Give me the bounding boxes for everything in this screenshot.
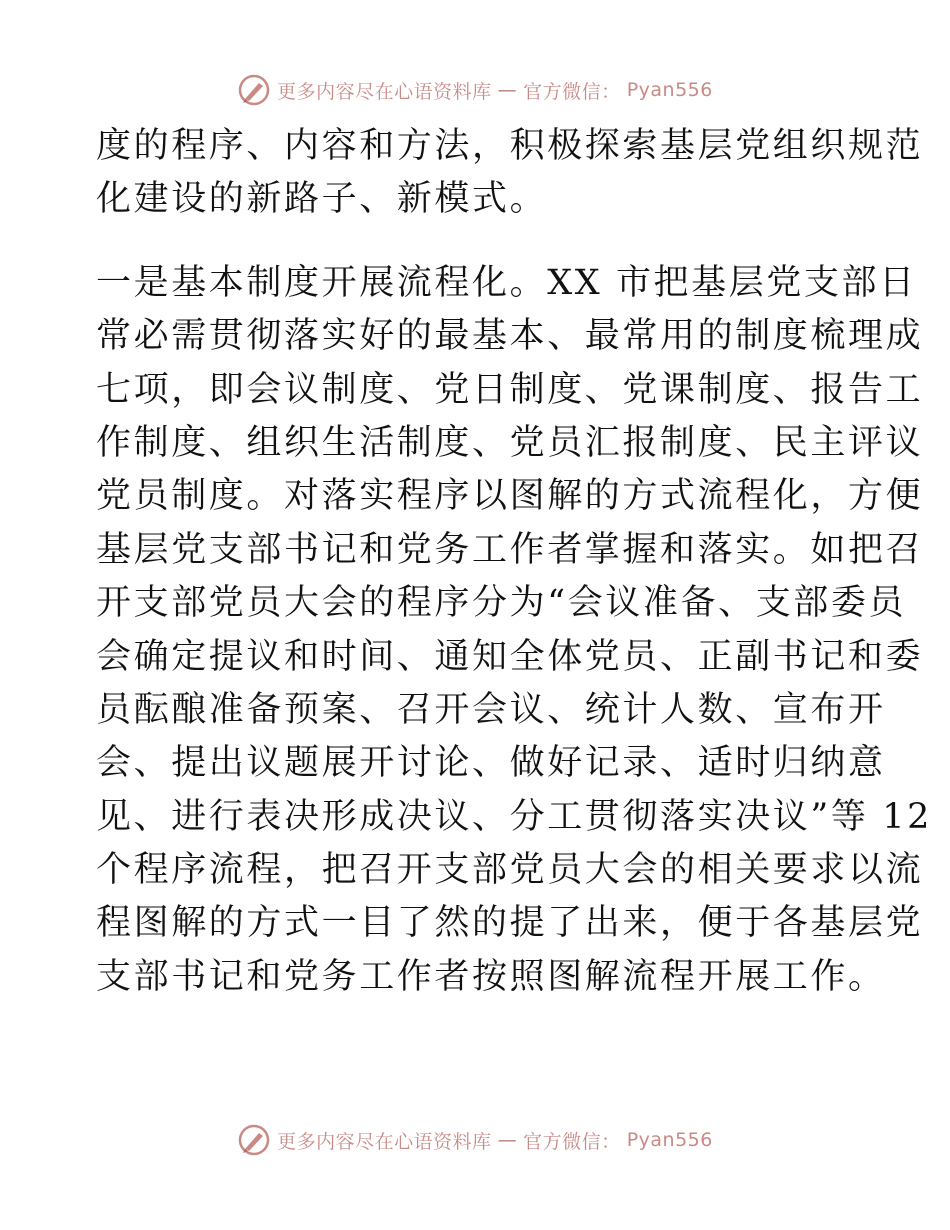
- text-line: 见、进行表决形成决议、分工贯彻落实决议”等 12: [96, 796, 932, 837]
- text-line: 程图解的方式一目了然的提了出来，便于各基层党: [96, 903, 924, 944]
- document-body: [96, 120, 932, 1004]
- text-line: 化建设的新路子、新模式。: [96, 179, 548, 220]
- watermark-brand-text: 更多内容尽在心语资料库: [277, 80, 492, 103]
- header-watermark: [0, 70, 950, 110]
- paragraph-gap: [96, 227, 866, 257]
- text-line: 七项，即会议制度、党日制度、党课制度、报告工: [96, 369, 924, 410]
- watermark-account: Pyan556: [626, 79, 713, 101]
- text-line: 会、提出议题展开讨论、做好记录、适时归纳意: [96, 743, 886, 784]
- text-line: 作制度、组织生活制度、党员汇报制度、民主评议: [96, 422, 924, 463]
- paragraph-2: [96, 257, 932, 1004]
- text-line: 员酝酿准备预案、召开会议、统计人数、宣布开: [96, 689, 886, 730]
- text-line: 度的程序、内容和方法，积极探索基层党组织规范: [96, 126, 924, 166]
- watermark-label: 官方微信：: [523, 80, 621, 103]
- text-line: 基层党支部书记和党务工作者掌握和落实。如把召: [96, 529, 924, 570]
- watermark-separator: —: [497, 79, 518, 101]
- watermark-separator: —: [497, 1129, 518, 1151]
- text-line: 一是基本制度开展流程化。XX 市把基层党支部日: [96, 262, 917, 303]
- paragraph-1: [96, 120, 924, 227]
- footer-watermark: [0, 1120, 950, 1160]
- text-line: 支部书记和党务工作者按照图解流程开展工作。: [96, 956, 886, 997]
- text-line: 个程序流程，把召开支部党员大会的相关要求以流: [96, 850, 924, 891]
- watermark-brand-text: 更多内容尽在心语资料库: [277, 1130, 492, 1153]
- pen-circle-logo-icon: [237, 1123, 271, 1157]
- pen-circle-logo-icon: [237, 73, 271, 107]
- text-line: 开支部党员大会的程序分为“会议准备、支部委员: [96, 583, 907, 624]
- text-line: 会确定提议和时间、通知全体党员、正副书记和委: [96, 636, 924, 677]
- watermark-label: 官方微信：: [523, 1130, 621, 1153]
- watermark-account: Pyan556: [626, 1129, 713, 1151]
- text-line: 常必需贯彻落实好的最基本、最常用的制度梳理成: [96, 316, 924, 357]
- text-line: 党员制度。对落实程序以图解的方式流程化，方便: [96, 476, 924, 517]
